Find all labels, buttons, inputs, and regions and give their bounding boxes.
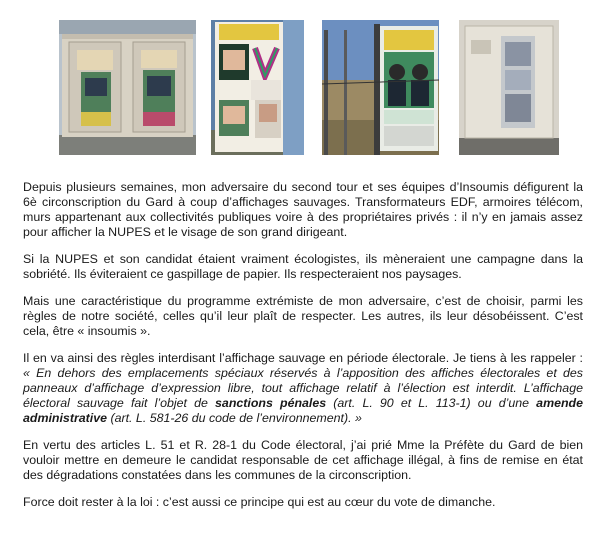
paragraph-6: Force doit rester à la loi : c’est aussi ce principe qui est au cœur du vote de dimanche. <box>23 495 496 509</box>
quote-article-ref-b: (art. L. 581-26 du code de l’environnement). <box>107 411 352 425</box>
paragraph-3: Mais une caractéristique du programme extrémiste de mon adversaire, c’est de choisir, parmi les règles de notre société, celles qu’il leur plaît de respecter. Les autres, ils leur désobéissent. C’est cela, être « insoumis ». <box>23 294 583 338</box>
photo-strip <box>59 20 595 155</box>
statement-body <box>23 180 583 510</box>
paragraph-2: Si la NUPES et son candidat étaient vraiment écologistes, ils mèneraient une campagne dans la sobriété. Ils éviteraient ce gaspillage de papier. Ils respecteraient nos paysages. <box>23 252 583 281</box>
quote-close: » <box>351 411 362 425</box>
legal-quote <box>23 366 583 425</box>
quote-part-a: « En dehors des emplacements spéciaux réservés à l’apposition des affiches électorales et des panneaux d’affichage d’expression libre, tout affichage relatif à l’élection est interdit. L’affichage électoral sauvage fait l’objet de <box>23 366 583 410</box>
quote-article-ref-a: (art. L. 90 et L. 113-1) <box>326 396 471 410</box>
paragraph-5: En vertu des articles L. 51 et R. 28-1 du Code électoral, j’ai prié Mme la Préfète du Gard de bien vouloir mettre en demeure le candidat responsable de cet affichage illégal, à fins de remise en état des dégradations constatées dans les communes de la circonscription. <box>23 438 583 482</box>
poster-board-photo <box>322 20 439 155</box>
quote-part-b: ou d’une <box>470 396 537 410</box>
transformer-box-photo <box>59 20 196 155</box>
paragraph-4-intro: Il en va ainsi des règles interdisant l’affichage sauvage en période électorale. Je tiens à les rappeler : <box>23 351 583 365</box>
paragraph-4 <box>23 351 583 426</box>
sanctions-penales-bold: sanctions pénales <box>215 396 327 410</box>
posters-on-pole-photo <box>211 20 304 155</box>
amende-administrative-bold: amende administrative <box>23 396 583 425</box>
torn-posters-photo <box>459 20 559 155</box>
paragraph-1: Depuis plusieurs semaines, mon adversaire du second tour et ses équipes d’Insoumis défigurent la 6è circonscription du Gard à coup d’affichages sauvages. Transformateurs EDF, armoires télécom, murs appartenant aux collectivités publiques voire à des propriétaires privés : il n’y en jamais assez pour afficher la NUPES et le visage de son grand dirigeant. <box>23 180 583 239</box>
